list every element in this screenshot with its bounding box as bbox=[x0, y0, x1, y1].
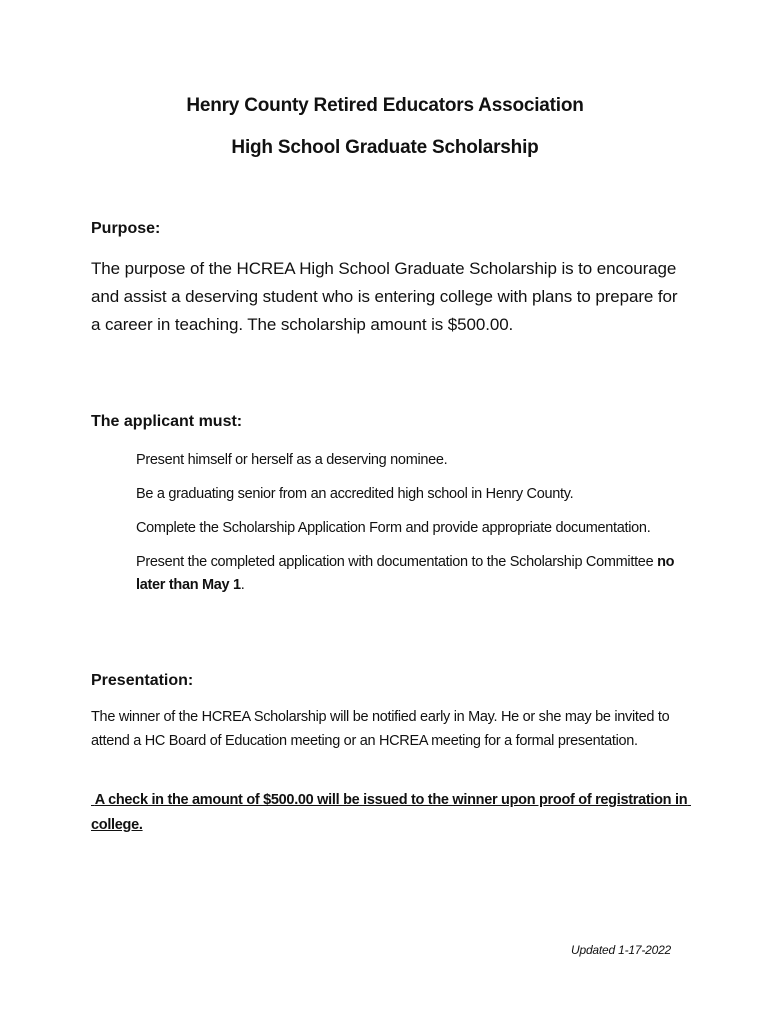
purpose-paragraph: The purpose of the HCREA High School Graduate Scholarship is to encourage and assist a deserving student who is entering college with plans to prepare for a career in teaching. The scholarship amount is $500.00. bbox=[91, 259, 678, 334]
organization-title: Henry County Retired Educators Association bbox=[186, 95, 584, 116]
requirement-item bbox=[136, 449, 696, 472]
requirement-item bbox=[136, 551, 696, 597]
deadline-text: no later than May 1 bbox=[136, 554, 675, 593]
requirement-text: Present the completed application with documentation to the Scholarship Committee bbox=[136, 554, 658, 570]
purpose-heading: Purpose: bbox=[91, 220, 161, 237]
updated-date: Updated 1-17-2022 bbox=[571, 943, 672, 957]
applicant-heading: The applicant must: bbox=[91, 413, 243, 430]
check-notice: A check in the amount of $500.00 will be issued to the winner upon proof of registration in college. bbox=[91, 792, 691, 833]
requirement-text: Present himself or herself as a deserving nominee. bbox=[136, 452, 448, 468]
presentation-heading: Presentation: bbox=[91, 672, 194, 689]
requirement-end: . bbox=[240, 577, 245, 593]
presentation-paragraph: The winner of the HCREA Scholarship will be notified early in May. He or she may be invited to attend a HC Board of Education meeting or an HCREA meeting for a formal presentation. bbox=[91, 709, 670, 749]
scholarship-title: High School Graduate Scholarship bbox=[231, 137, 539, 158]
requirement-text: Be a graduating senior from an accredited high school in Henry County. bbox=[136, 486, 574, 502]
requirement-item bbox=[136, 517, 696, 540]
requirements-list bbox=[136, 449, 696, 608]
requirement-item bbox=[136, 483, 696, 506]
requirement-text: Complete the Scholarship Application Form and provide appropriate documentation. bbox=[136, 520, 651, 536]
